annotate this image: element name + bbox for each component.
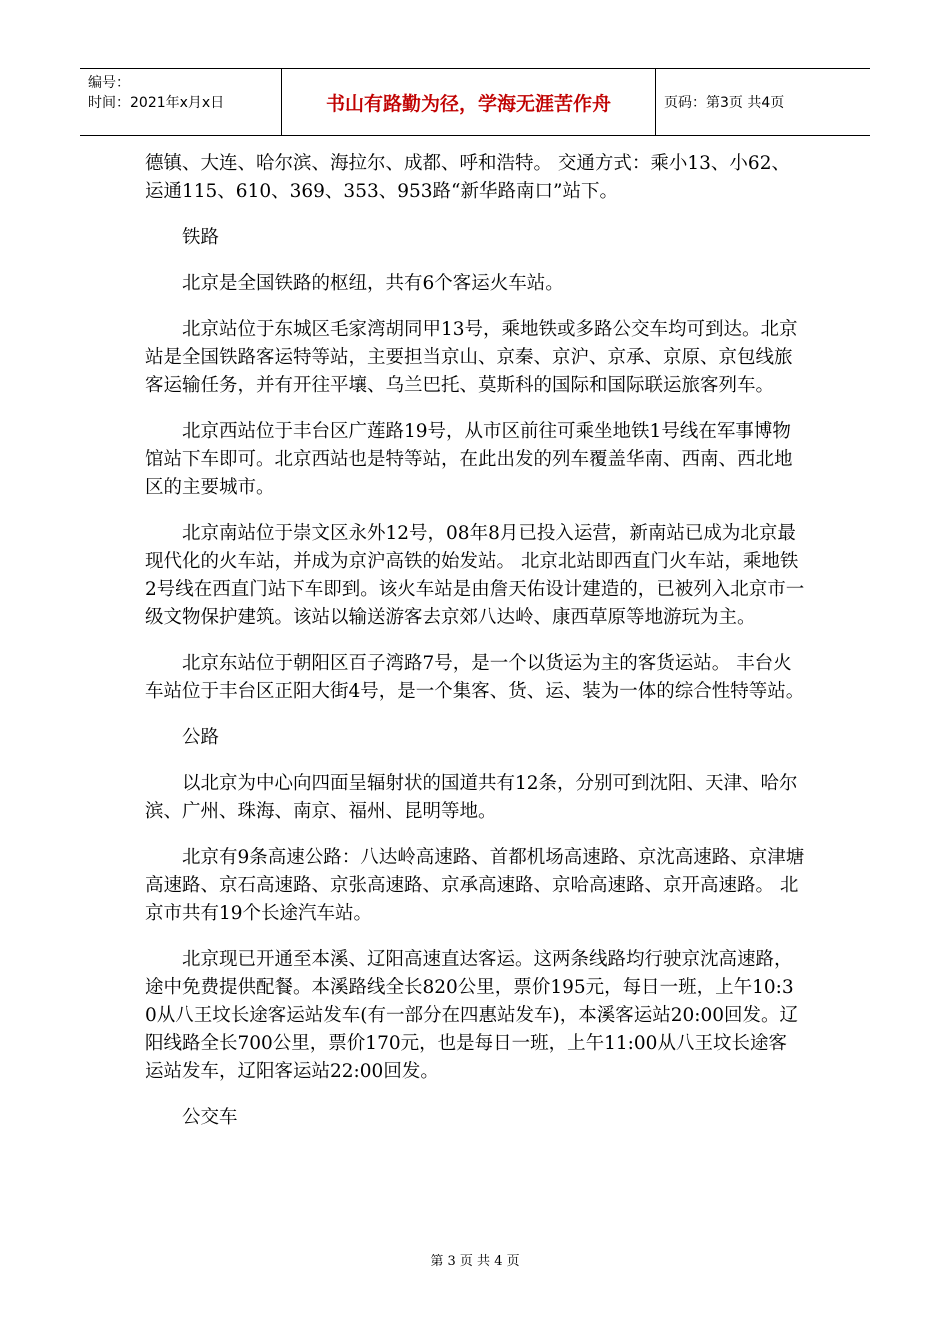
section-heading-railway: 铁路 — [182, 227, 220, 248]
section-heading-bus: 公交车 — [182, 1107, 238, 1128]
paragraph-continued: 德镇、大连、哈尔滨、海拉尔、成都、呼和浩特。 交通方式：乘小13、小62、运通115、610、369、353、953路“新华路南口”站下。 — [145, 153, 790, 202]
section-heading-highway: 公路 — [182, 727, 220, 748]
document-time-label: 时间：2021年x月x日 — [88, 95, 225, 111]
paragraph: 北京现已开通至本溪、辽阳高速直达客运。这两条线路均行驶京沈高速路，途中免费提供配餐。本溪路线全长820公里，票价195元，每日一班，上午10:30从八王坟长途客运站发车(有一部分在四惠站发车)，本溪客运站20:00回发。辽阳线路全长700公里，票价170元，也是每日一班，上午11:00从八王坟长途客运站发车，辽阳客运站22:00回发。 — [145, 949, 799, 1082]
header-meta — [80, 69, 282, 135]
paragraph: 北京站位于东城区毛家湾胡同甲13号，乘地铁或多路公交车均可到达。北京站是全国铁路客运特等站，主要担当京山、京秦、京沪、京承、京原、京包线旅客运输任务，并有开往平壤、乌兰巴托、莫斯科的国际和国际联运旅客列车。 — [145, 319, 798, 396]
page-header — [80, 68, 870, 136]
paragraph: 以北京为中心向四面呈辐射状的国道共有12条，分别可到沈阳、天津、哈尔滨、广州、珠海、南京、福州、昆明等地。 — [145, 773, 798, 822]
paragraph: 北京东站位于朝阳区百子湾路7号，是一个以货运为主的客货运站。 丰台火车站位于丰台区正阳大街4号，是一个集客、货、运、装为一体的综合性特等站。 — [145, 653, 805, 702]
paragraph: 北京西站位于丰台区广莲路19号，从市区前往可乘坐地铁1号线在军事博物馆站下车即可。北京西站也是特等站，在此出发的列车覆盖华南、西南、西北地区的主要城市。 — [145, 421, 793, 498]
paragraph: 北京是全国铁路的枢纽，共有6个客运火车站。 — [182, 273, 564, 294]
header-page-info: 页码：第3页 共4页 — [664, 95, 785, 111]
paragraph: 北京有9条高速公路：八达岭高速路、首都机场高速路、京沈高速路、京津塘高速路、京石高速路、京张高速路、京承高速路、京哈高速路、京开高速路。 北京市共有19个长途汽车站。 — [145, 847, 805, 924]
page-footer: 第 3 页 共 4 页 — [430, 1254, 520, 1269]
document-number-label: 编号： — [88, 75, 130, 91]
paragraph: 北京南站位于崇文区永外12号，08年8月已投入运营，新南站已成为北京最现代化的火车站，并成为京沪高铁的始发站。 北京北站即西直门火车站，乘地铁2号线在西直门站下车即到。该火车站是由詹天佑设计建造的，已被列入北京市一级文物保护建筑。该站以输送游客去京郊八达岭、康西草原等地游玩为主。 — [145, 523, 805, 628]
header-slogan: 书山有路勤为径，学海无涯苦作舟 — [282, 69, 656, 135]
document-body — [145, 150, 805, 1150]
